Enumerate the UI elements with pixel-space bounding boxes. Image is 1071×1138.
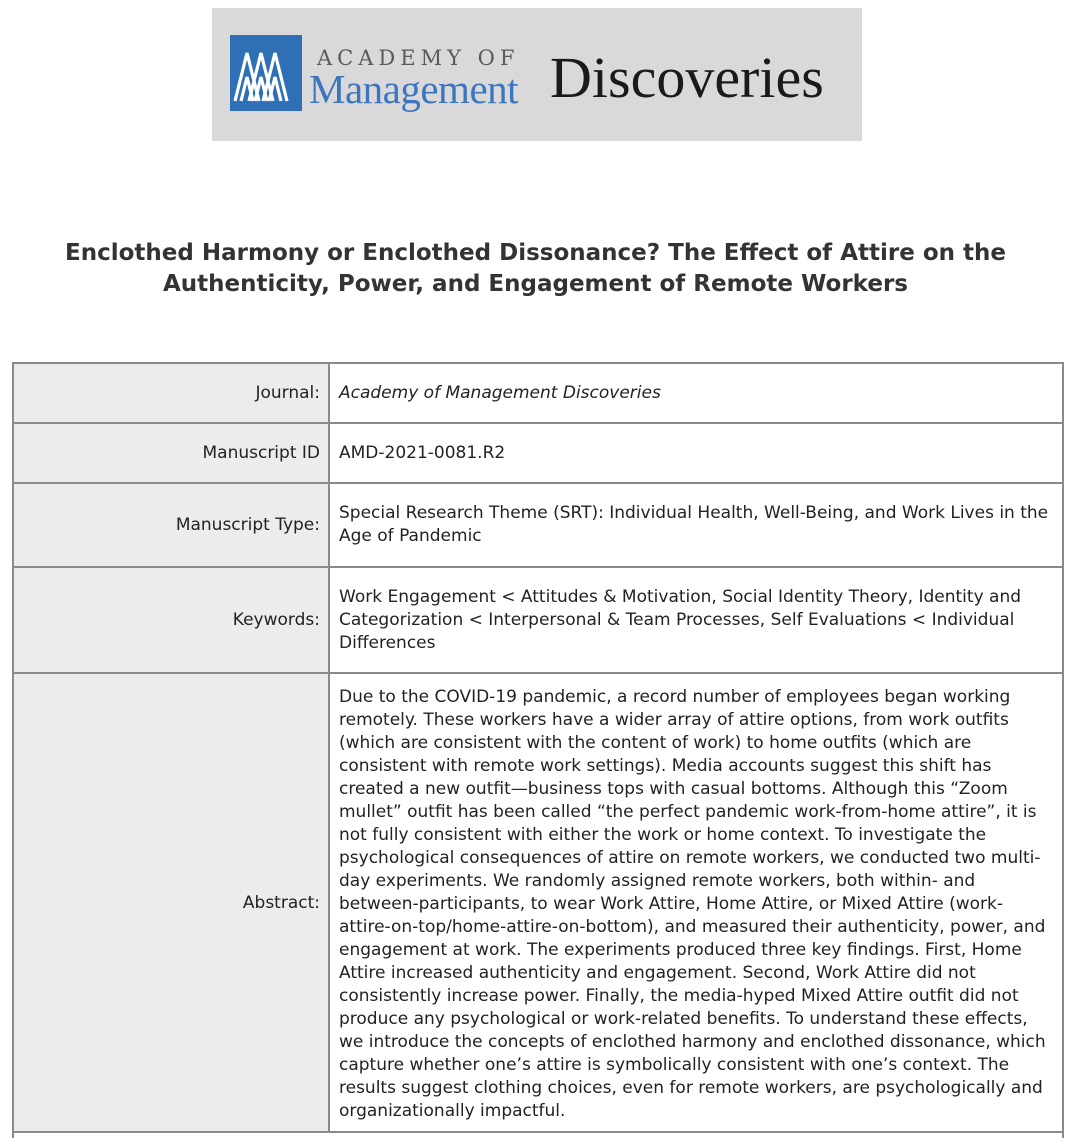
- journal-value: Academy of Management Discoveries: [329, 363, 1063, 423]
- keywords-label: Keywords:: [13, 567, 329, 673]
- journal-wordmark: Discoveries: [550, 45, 824, 110]
- logo-academy-of-text: ACADEMY OF: [317, 46, 520, 70]
- logo-management-text: Management: [309, 66, 519, 112]
- next-table-row-edge: [12, 1124, 1064, 1138]
- table-row-manuscript-type: [13, 483, 1063, 567]
- table-row-abstract: [13, 673, 1063, 1132]
- journal-label: Journal:: [13, 363, 329, 423]
- keywords-value: Work Engagement < Attitudes & Motivation, Social Identity Theory, Identity and Categorization < Interpersonal & Team Processes, Self Evaluations < Individual Differences: [329, 567, 1063, 673]
- table-row-journal: [13, 363, 1063, 423]
- journal-banner: [212, 8, 862, 141]
- manuscript-type-label: Manuscript Type:: [13, 483, 329, 567]
- manuscript-info-table: [12, 362, 1064, 1133]
- manuscript-id-label: Manuscript ID: [13, 423, 329, 483]
- abstract-label: Abstract:: [13, 673, 329, 1132]
- manuscript-type-value: Special Research Theme (SRT): Individual Health, Well-Being, and Work Lives in the Age of Pandemic: [329, 483, 1063, 567]
- table-row-keywords: [13, 567, 1063, 673]
- abstract-value: Due to the COVID-19 pandemic, a record number of employees began working remotely. These workers have a wider array of attire options, from work outfits (which are consistent with the content of work) to home outfits (which are consistent with remote work settings). Media accounts suggest this shift has created a new outfit—business tops with casual bottoms. Although this “Zoom mullet” outfit has been called “the perfect pandemic work-from-home attire”, it is not fully consistent with either the work or home context. To investigate the psychological consequences of attire on remote workers, we conducted two multi-day experiments. We randomly assigned remote workers, both within- and between-participants, to wear Work Attire, Home Attire, or Mixed Attire (work-attire-on-top/home-attire-on-bottom), and measured their authenticity, power, and engagement at work. The experiments produced three key findings. First, Home Attire increased authenticity and engagement. Second, Work Attire did not consistently increase power. Finally, the media-hyped Mixed Attire outfit did not produce any psychological or work-related benefits. To understand these effects, we introduce the concepts of enclothed harmony and enclothed dissonance, which capture whether one’s attire is symbolically consistent with one’s context. The results suggest clothing choices, even for remote workers, are psychologically and organizationally impactful.: [329, 673, 1063, 1132]
- table-row-manuscript-id: [13, 423, 1063, 483]
- paper-title: Enclothed Harmony or Enclothed Dissonance? The Effect of Attire on the Authenticity, Power, and Engagement of Remote Workers: [65, 240, 1006, 297]
- manuscript-id-value: AMD-2021-0081.R2: [329, 423, 1063, 483]
- aom-logo-icon: [230, 35, 302, 111]
